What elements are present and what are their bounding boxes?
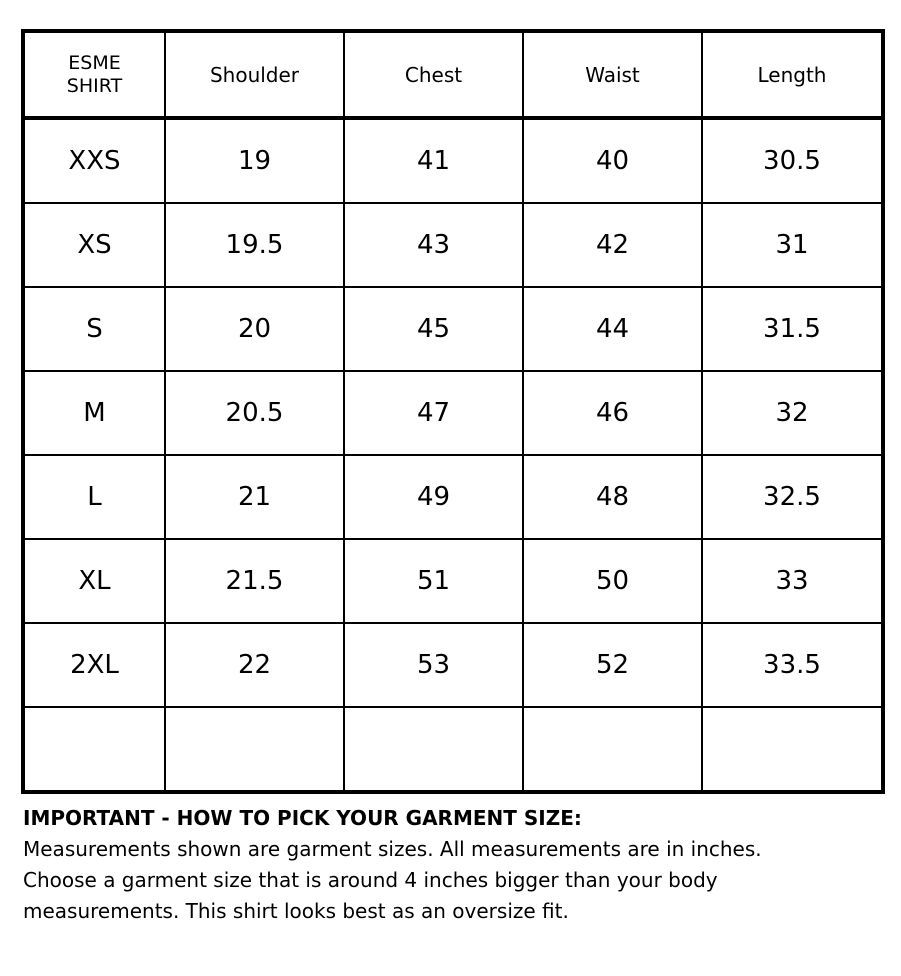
waist-cell: 46: [523, 371, 702, 455]
table-row: [23, 118, 883, 203]
shoulder-cell: 21: [165, 455, 344, 539]
waist-cell: 42: [523, 203, 702, 287]
waist-cell: 52: [523, 623, 702, 707]
brand-line-1: ESME: [68, 51, 121, 74]
chest-cell: 41: [344, 118, 523, 203]
length-cell: 31: [702, 203, 883, 287]
length-cell: 33.5: [702, 623, 883, 707]
shoulder-cell: 19: [165, 118, 344, 203]
notes-heading: IMPORTANT - HOW TO PICK YOUR GARMENT SIZE:: [23, 806, 582, 830]
chest-cell: 45: [344, 287, 523, 371]
length-cell: 32.5: [702, 455, 883, 539]
notes-line-1: Measurements shown are garment sizes. All measurements are in inches.: [23, 837, 762, 861]
size-cell: [23, 707, 165, 792]
table-row: [23, 539, 883, 623]
chest-cell: 43: [344, 203, 523, 287]
chest-cell: 47: [344, 371, 523, 455]
table-row: [23, 203, 883, 287]
waist-cell: 44: [523, 287, 702, 371]
table-row: [23, 371, 883, 455]
table-row: [23, 287, 883, 371]
column-header-length: Length: [702, 31, 883, 118]
chest-cell: 49: [344, 455, 523, 539]
chest-cell: 51: [344, 539, 523, 623]
size-chart-table: [21, 29, 885, 794]
chest-cell: [344, 707, 523, 792]
size-cell: L: [23, 455, 165, 539]
brand-line-2: SHIRT: [66, 74, 123, 97]
column-header-waist: Waist: [523, 31, 702, 118]
notes-line-3: measurements. This shirt looks best as an oversize fit.: [23, 899, 569, 923]
waist-cell: 40: [523, 118, 702, 203]
table-row: [23, 455, 883, 539]
chest-cell: 53: [344, 623, 523, 707]
shoulder-cell: 22: [165, 623, 344, 707]
length-cell: [702, 707, 883, 792]
size-cell: S: [23, 287, 165, 371]
size-cell: 2XL: [23, 623, 165, 707]
shoulder-cell: 20.5: [165, 371, 344, 455]
brand-header: [23, 31, 165, 118]
size-cell: XL: [23, 539, 165, 623]
size-cell: M: [23, 371, 165, 455]
table-header-row: [23, 31, 883, 118]
size-guide-notes: [23, 803, 883, 927]
notes-line-2: Choose a garment size that is around 4 inches bigger than your body: [23, 868, 718, 892]
shoulder-cell: 20: [165, 287, 344, 371]
length-cell: 31.5: [702, 287, 883, 371]
length-cell: 33: [702, 539, 883, 623]
table-row-empty: [23, 707, 883, 792]
length-cell: 30.5: [702, 118, 883, 203]
size-cell: XS: [23, 203, 165, 287]
column-header-chest: Chest: [344, 31, 523, 118]
length-cell: 32: [702, 371, 883, 455]
waist-cell: 50: [523, 539, 702, 623]
waist-cell: [523, 707, 702, 792]
size-cell: XXS: [23, 118, 165, 203]
waist-cell: 48: [523, 455, 702, 539]
column-header-shoulder: Shoulder: [165, 31, 344, 118]
table-row: [23, 623, 883, 707]
shoulder-cell: 19.5: [165, 203, 344, 287]
shoulder-cell: 21.5: [165, 539, 344, 623]
shoulder-cell: [165, 707, 344, 792]
